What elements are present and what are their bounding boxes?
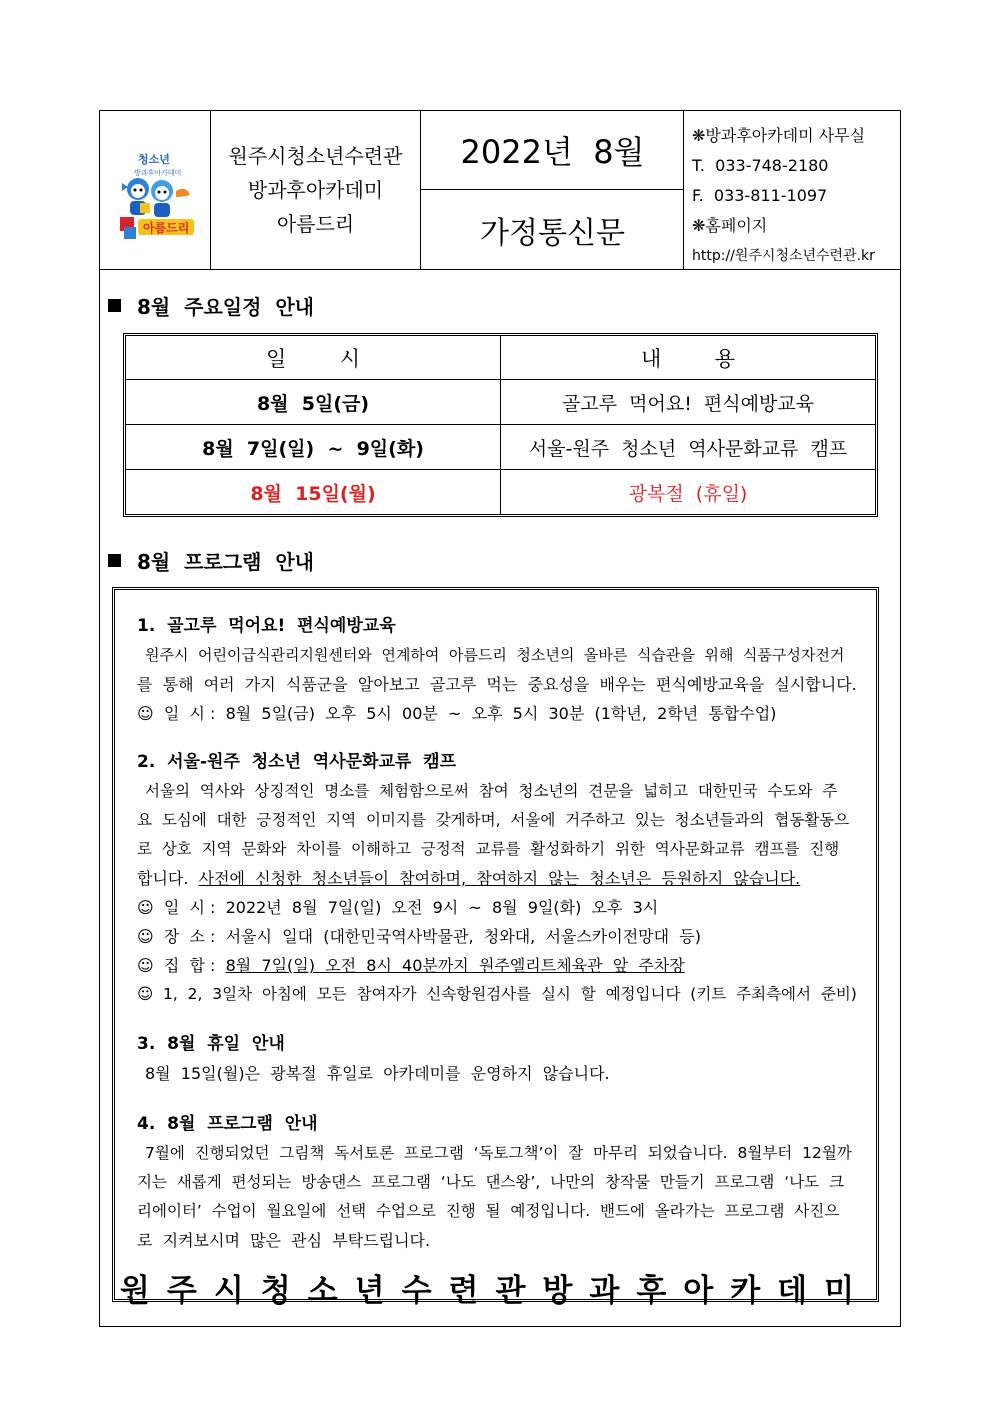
contact-cell	[684, 111, 900, 269]
section-body-text: 합니다.	[137, 869, 199, 888]
logo-cell	[100, 111, 211, 269]
program-section-3	[137, 1030, 857, 1088]
section-body-line: 리에이터’ 수업이 월요일에 선택 수업으로 진행 될 예정입니다. 밴드에 올라가는 프로그램 사진으	[137, 1202, 840, 1220]
letter-header	[100, 111, 900, 270]
schedule-header-row	[126, 336, 875, 379]
section-body-line: 를 통해 여러 가지 식품군을 알아보고 골고루 먹는 중요성을 배우는 편식예방교육을 실시합니다.	[137, 675, 857, 694]
schedule-content: 골고루 먹어요! 편식예방교육	[561, 392, 815, 415]
section-title: 2. 서울-원주 청소년 역사문화교류 캠프	[137, 752, 457, 772]
logo-text-bottom: 아름드리	[143, 221, 190, 235]
column-header-date: 일 시	[126, 336, 501, 379]
org-name-line-1: 원주시청소년수련관	[228, 144, 403, 168]
section-body-line: 로 상호 지역 문화와 차이를 이해하고 긍정적 교류를 활성화하기 위한 역사문화교류 캠프를 진행	[137, 840, 840, 858]
section-detail-when: ☺ 일 시 : 2022년 8월 7일(일) 오전 9시 ~ 8월 9일(화) 오후 3시	[137, 898, 659, 917]
program-section-4	[137, 1110, 857, 1255]
program-section-2	[137, 748, 857, 1009]
homepage-label: ❋홈페이지	[692, 216, 768, 235]
schedule-table	[123, 333, 878, 517]
logo-text-mid: 방과후아카데미	[134, 169, 182, 177]
square-bullet-icon	[108, 299, 121, 312]
section-title: 1. 골고루 먹어요! 편식예방교육	[137, 616, 396, 636]
meet-label: ☺ 집 합 :	[137, 956, 226, 975]
column-header-content: 내 용	[641, 346, 735, 371]
attendance-notice: 사전에 신청한 청소년들이 참여하며, 참여하지 않는 청소년은 등원하지 않습니다.	[198, 869, 801, 888]
office-label: ❋방과후아카데미 사무실	[692, 126, 866, 145]
section-title: 3. 8월 휴일 안내	[137, 1034, 285, 1054]
program-section-1	[137, 612, 857, 728]
homepage-link[interactable]: http://원주시청소년수련관.kr	[692, 248, 875, 264]
schedule-heading	[108, 291, 314, 320]
section-body-line: 지는 새롭게 편성되는 방송댄스 프로그램 ‘나도 댄스왕’, 나만의 창작물 만들기 프로그램 ‘나도 크	[137, 1173, 844, 1191]
schedule-date: 8월 7일(일) ~ 9일(화)	[126, 425, 501, 469]
document-frame	[99, 110, 901, 1327]
section-title: 4. 8월 프로그램 안내	[137, 1114, 318, 1134]
section-detail-when: ☺ 일 시 : 8월 5일(금) 오후 5시 00분 ~ 오후 5시 30분 (1학년, 2학년 통합수업)	[137, 704, 777, 723]
schedule-date: 8월 15일(월)	[126, 470, 501, 514]
section-body-line: 8월 15일(월)은 광복절 휴일로 아카데미를 운영하지 않습니다.	[145, 1064, 610, 1083]
schedule-date: 8월 5일(금)	[126, 380, 501, 424]
schedule-row-holiday	[126, 470, 875, 514]
program-box	[112, 587, 879, 1309]
phone-number: T. 033-748-2180	[692, 156, 829, 175]
section-body-line: 원주시 어린이급식관리지원센터와 연계하여 아름드리 청소년의 올바른 식습관을 위해 식품구성자전거	[145, 646, 845, 664]
logo-text-top: 청소년	[138, 153, 170, 166]
section-body-line	[137, 864, 857, 893]
org-name-cell	[211, 111, 421, 269]
schedule-row	[126, 380, 875, 424]
program-heading-text: 8월 프로그램 안내	[137, 550, 315, 574]
title-cell	[421, 111, 684, 269]
schedule-content: 광복절 (휴일)	[628, 482, 748, 505]
schedule-content: 서울-원주 청소년 역사문화교류 캠프	[528, 437, 848, 460]
section-body-line: 로 지켜보시며 많은 관심 부탁드립니다.	[137, 1231, 431, 1250]
meet-value: 8월 7일(일) 오전 8시 40분까지 원주엘리트체육관 앞 주차장	[225, 956, 685, 975]
section-detail-test: ☺ 1, 2, 3일차 아침에 모든 참여자가 신속항원검사를 실시 할 예정입니다 (키트 주최측에서 준비)	[137, 985, 857, 1003]
issue-date: 2022년 8월	[421, 111, 684, 190]
fax-number: F. 033-811-1097	[692, 186, 828, 205]
section-detail-meet	[137, 951, 857, 980]
section-body-line: 서울의 역사와 상징적인 명소를 체험함으로써 참여 청소년의 견문을 넓히고 대한민국 수도와 주	[145, 782, 838, 800]
org-name-line-2: 방과후아카데미	[247, 178, 384, 202]
document-title: 가정통신문	[480, 215, 625, 251]
program-heading	[108, 546, 314, 575]
section-body-line: 7월에 진행되었던 그림책 독서토론 프로그램 ‘독토그책’이 잘 마무리 되었습니다. 8월부터 12월까	[145, 1144, 852, 1162]
square-bullet-icon	[108, 554, 121, 567]
schedule-row	[126, 425, 875, 469]
section-body-line: 요 도심에 대한 긍정적인 지역 이미지를 갖게하며, 서울에 거주하고 있는 청소년들과의 협동활동으	[137, 811, 850, 829]
schedule-heading-text: 8월 주요일정 안내	[137, 295, 315, 319]
section-detail-where: ☺ 장 소 : 서울시 일대 (대한민국역사박물관, 청와대, 서울스카이전망대 등)	[137, 927, 701, 946]
footer-org-name: 원주시청소년수련관방과후아카데미	[119, 1273, 872, 1309]
mascot-logo-icon	[100, 111, 211, 269]
org-name-line-3: 아름드리	[276, 212, 355, 236]
